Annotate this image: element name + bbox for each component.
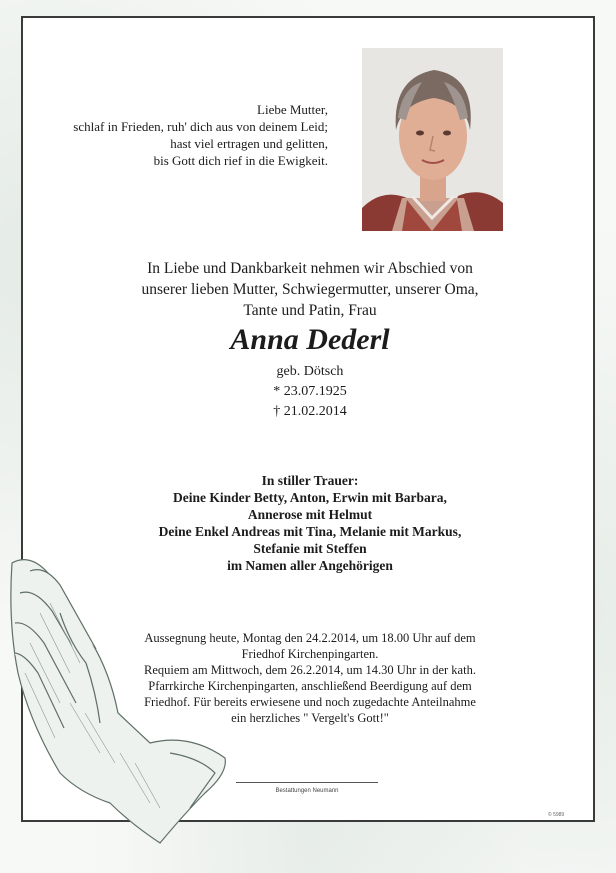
mourners-line: In stiller Trauer:: [261, 473, 359, 488]
poem-line: hast viel ertragen und gelitten,: [170, 136, 328, 151]
praying-hands-icon: [0, 553, 240, 853]
deceased-name: Anna Dederl: [230, 323, 390, 356]
notice-line: Aussegnung heute, Montag den 24.2.2014, um 18.00 Uhr auf dem: [144, 631, 476, 645]
portrait-photo: [362, 48, 503, 231]
copyright-mark: © 5989: [548, 812, 565, 818]
undertaker-name: Bestattungen Neumann: [275, 788, 339, 794]
poem-line: bis Gott dich rief in die Ewigkeit.: [153, 153, 328, 168]
praying-hands-illustration: [0, 553, 240, 853]
mourners-line: Stefanie mit Steffen: [253, 541, 367, 556]
notice-line: Friedhof. Für bereits erwiesene und noch zugedachte Anteilnahme: [144, 695, 476, 709]
notice-line: Friedhof Kirchenpingarten.: [241, 647, 379, 661]
signature-divider: [236, 782, 378, 783]
notice-line: Pfarrkirche Kirchenpingarten, anschließend Beerdigung auf dem: [148, 679, 472, 693]
poem-line: Liebe Mutter,: [257, 102, 328, 117]
birth-name: geb. Dötsch: [276, 364, 344, 379]
poem-line: schlaf in Frieden, ruh' dich aus von deinem Leid;: [73, 119, 328, 134]
mourners-line: Annerose mit Helmut: [247, 507, 373, 522]
portrait-illustration: [362, 48, 503, 231]
poem: [68, 101, 328, 169]
intro-text: [100, 258, 520, 321]
birth-date: * 23.07.1925: [273, 384, 347, 399]
mourners-line: im Namen aller Angehörigen: [227, 558, 393, 573]
intro-line: Tante und Patin, Frau: [243, 302, 377, 319]
mourners-line: Deine Enkel Andreas mit Tina, Melanie mit Markus,: [158, 524, 462, 539]
intro-line: unserer lieben Mutter, Schwiegermutter, unserer Oma,: [141, 281, 479, 298]
intro-line: In Liebe und Dankbarkeit nehmen wir Abschied von: [147, 260, 473, 277]
mourners-line: Deine Kinder Betty, Anton, Erwin mit Barbara,: [173, 490, 447, 505]
death-date: † 21.02.2014: [273, 404, 347, 419]
notice-line: Requiem am Mittwoch, dem 26.2.2014, um 14.30 Uhr in der kath.: [144, 663, 476, 677]
deceased-details: [100, 362, 520, 422]
notice-line: ein herzliches " Vergelt's Gott!": [231, 711, 389, 725]
